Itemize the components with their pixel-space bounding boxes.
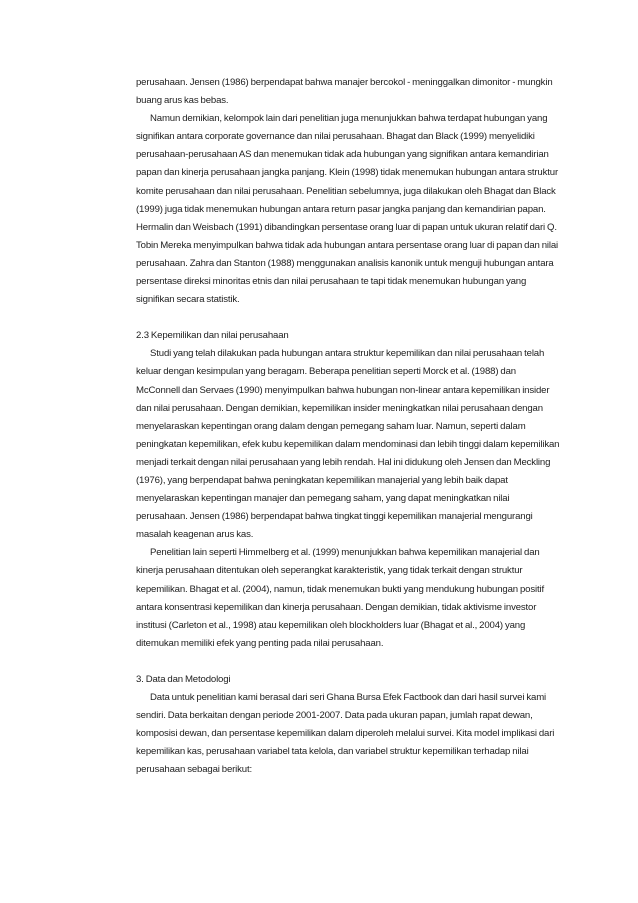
other-research-paragraph: Penelitian lain seperti Himmelberg et al. (1999) menunjukkan bahwa kepemilikan manajerial dan kinerja perusahaan ditentukan oleh seperangkat karakteristik, yang tidak terkait dengan struktur kepemilikan. Bhagat et al. (2004), namun, tidak menemukan bukti yang mendukung hubungan positif antara konsentrasi kepemilikan dan kinerja perusahaan. Dengan demikian, tidak aktivisme investor institusi (Carleton et al., 1998) atau kepemilikan oleh blockholders luar (Bhagat et al., 2004) yang ditemukan memiliki efek yang penting pada nilai perusahaan. xyxy=(136,547,545,649)
data-methodology-paragraph: Data untuk penelitian kami berasal dari seri Ghana Bursa Efek Factbook dan dari hasil survei kami sendiri. Data berkaitan dengan periode 2001-2007. Data pada ukuran papan, jumlah rapat dewan, komposisi dewan, dan persentase kepemilikan dalam diperoleh melalui survei. Kita model implikasi dari kepemilikan kas, perusahaan variabel tata kelola, dan variabel struktur kepemilikan terhadap nilai perusahaan sebagai berikut: xyxy=(136,692,555,776)
intro-paragraph: perusahaan. Jensen (1986) berpendapat bahwa manajer bercokol - meninggalkan dimonitor - mungkin buang arus kas bebas. xyxy=(136,77,553,107)
section-2-3-heading: 2.3 Kepemilikan dan nilai perusahaan xyxy=(136,330,289,342)
governance-paragraph: Namun demikian, kelompok lain dari penelitian juga menunjukkan bahwa terdapat hubungan yang signifikan antara corporate governance dan nilai perusahaan. Bhagat dan Black (1999) menyelidiki perusahaan-perusahaan AS dan menemukan tidak ada hubungan yang signifikan antara kemandirian papan dan kinerja perusahaan jangka panjang. Klein (1998) tidak menemukan hubungan antara struktur komite perusahaan dan nilai perusahaan. Penelitian sebelumnya, juga dilakukan oleh Bhagat dan Black (1999) juga tidak menemukan hubungan antara return pasar jangka panjang dan kemandirian papan. Hermalin dan Weisbach (1991) dibandingkan persentase orang luar di papan untuk ukuran relatif dari Q. Tobin Mereka menyimpulkan bahwa tidak ada hubungan antara persentase orang luar di papan dan nilai perusahaan. Zahra dan Stanton (1988) menggunakan analisis kanonik untuk menguji hubungan antara persentase direksi minoritas etnis dan nilai perusahaan te tapi tidak menemukan hubungan yang signifikan secara statistik. xyxy=(136,113,559,306)
document-body xyxy=(136,74,560,779)
section-3-heading: 3. Data dan Metodologi xyxy=(136,673,231,685)
ownership-paragraph: Studi yang telah dilakukan pada hubungan antara struktur kepemilikan dan nilai perusahaan telah keluar dengan kesimpulan yang beragam. Beberapa penelitian seperti Morck et al. (1988) dan McConnell dan Servaes (1990) menyimpulkan bahwa hubungan non-linear antara kepemilikan insider dan nilai perusahaan. Dengan demikian, kepemilikan insider meningkatkan nilai perusahaan dengan menyelaraskan kepentingan orang dalam dengan pemegang saham luar. Namun, seperti dalam peningkatan kepemilikan, efek kubu kepemilikan dalam mendominasi dan lebih tinggi dalam kepemilikan menjadi terkait dengan nilai perusahaan yang lebih rendah. Hal ini didukung oleh Jensen dan Meckling (1976), yang berpendapat bahwa peningkatan kepemilikan manajerial yang lebih baik dapat menyelaraskan kepentingan manajer dan pemegang saham, yang dapat meningkatkan nilai perusahaan. Jensen (1986) berpendapat bahwa tingkat tinggi kepemilikan manajerial mengurangi masalah keagenan arus kas. xyxy=(136,348,560,541)
